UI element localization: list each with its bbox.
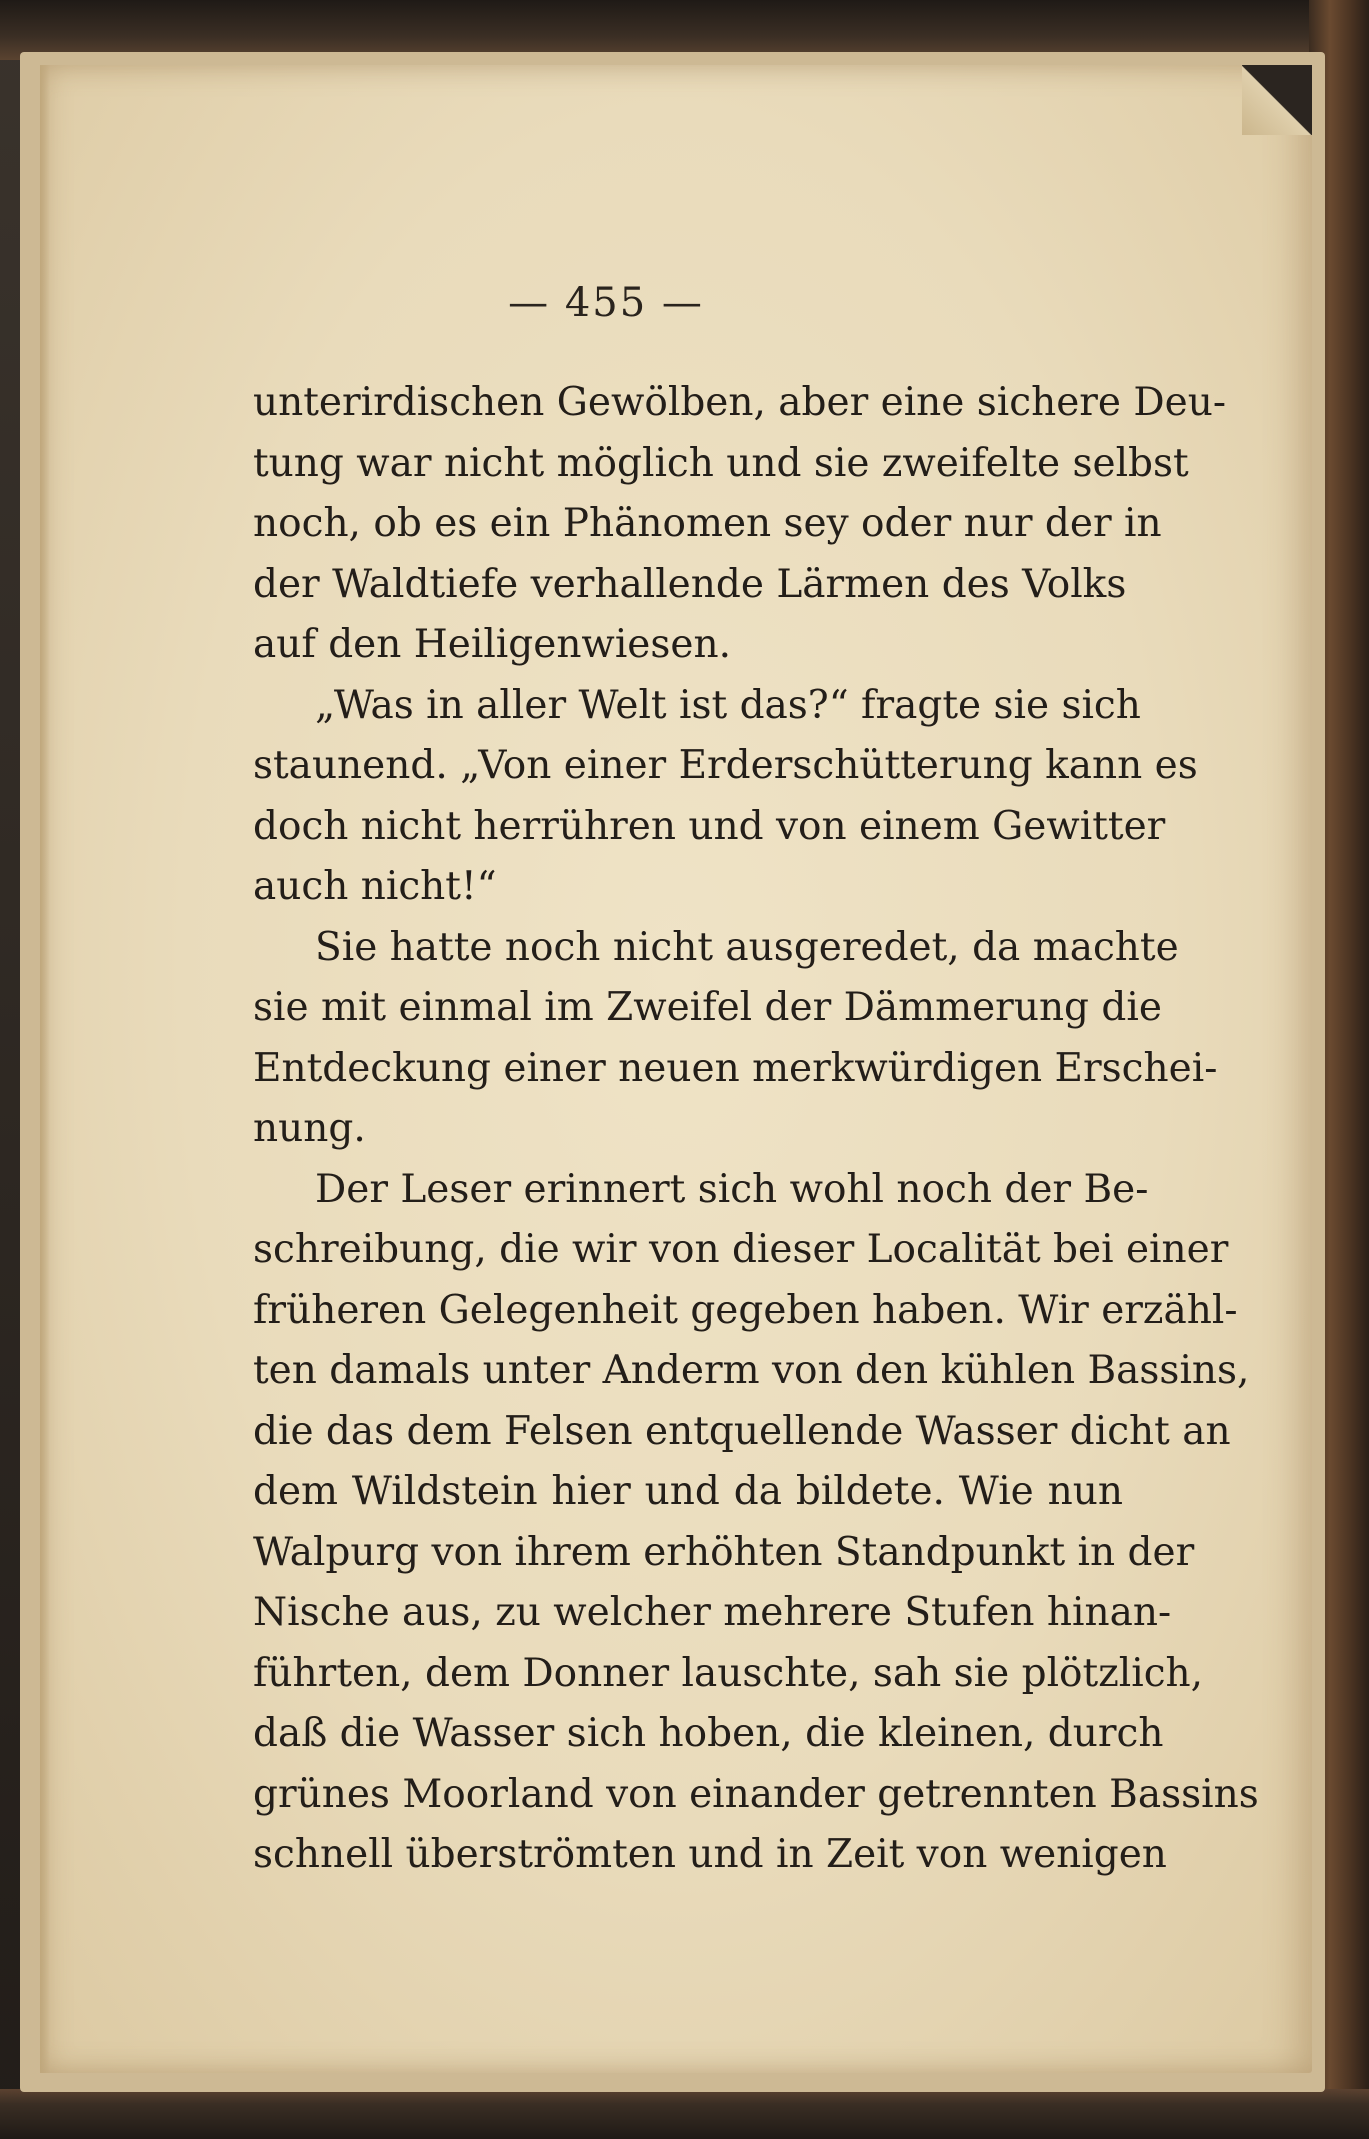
text-line: schreibung, die wir von dieser Localität bei einer — [253, 1227, 1229, 1272]
text-line: schnell überströmten und in Zeit von wenigen — [253, 1832, 1167, 1877]
text-line: daß die Wasser sich hoben, die kleinen, durch — [253, 1711, 1164, 1756]
text-line: staunend. „Von einer Erderschütterung kann es — [253, 743, 1198, 788]
text-line: dem Wildstein hier und da bildete. Wie nun — [253, 1469, 1123, 1514]
page-gutter-shadow — [40, 65, 50, 2073]
text-line: auch nicht!“ — [253, 864, 497, 909]
text-line: Sie hatte noch nicht ausgeredet, da machte — [315, 924, 1179, 970]
text-line: doch nicht herrühren und von einem Gewitter — [253, 803, 1166, 849]
binding-bottom-edge — [0, 2089, 1369, 2139]
page-number: — 455 — — [508, 280, 704, 326]
text-line: Der Leser erinnert sich wohl noch der Be- — [315, 1166, 1149, 1212]
text-line: ten damals unter Anderm von den kühlen Bassins, — [253, 1348, 1250, 1393]
text-line: „Was in aller Welt ist das?“ fragte sie sich — [315, 682, 1141, 728]
text-line: früheren Gelegenheit gegeben haben. Wir erzähl- — [253, 1287, 1238, 1333]
text-line: sie mit einmal im Zweifel der Dämmerung die — [253, 985, 1162, 1030]
text-line: nung. — [253, 1106, 366, 1151]
text-line: die das dem Felsen entquellende Wasser dicht an — [253, 1408, 1231, 1454]
text-line: Walpurg von ihrem erhöhten Standpunkt in der — [253, 1529, 1195, 1575]
text-line: noch, ob es ein Phänomen sey oder nur der in — [253, 501, 1162, 546]
text-line: der Waldtiefe verhallende Lärmen des Volks — [253, 561, 1127, 607]
text-line: Nische aus, zu welcher mehrere Stufen hinan- — [253, 1590, 1172, 1635]
page-sheet — [40, 65, 1312, 2073]
text-line: grünes Moorland von einander getrennten Bassins — [253, 1771, 1259, 1817]
text-line: auf den Heiligenwiesen. — [253, 622, 731, 667]
body-text — [253, 373, 1259, 1886]
text-line: tung war nicht möglich und sie zweifelte selbst — [253, 440, 1189, 486]
folded-corner — [1242, 65, 1312, 135]
text-line: Entdeckung einer neuen merkwürdigen Erschei- — [253, 1045, 1218, 1091]
text-line: führten, dem Donner lauschte, sah sie plötzlich, — [253, 1650, 1204, 1696]
text-line: unterirdischen Gewölben, aber eine sichere Deu- — [253, 380, 1227, 425]
binding-top-edge — [0, 0, 1369, 60]
